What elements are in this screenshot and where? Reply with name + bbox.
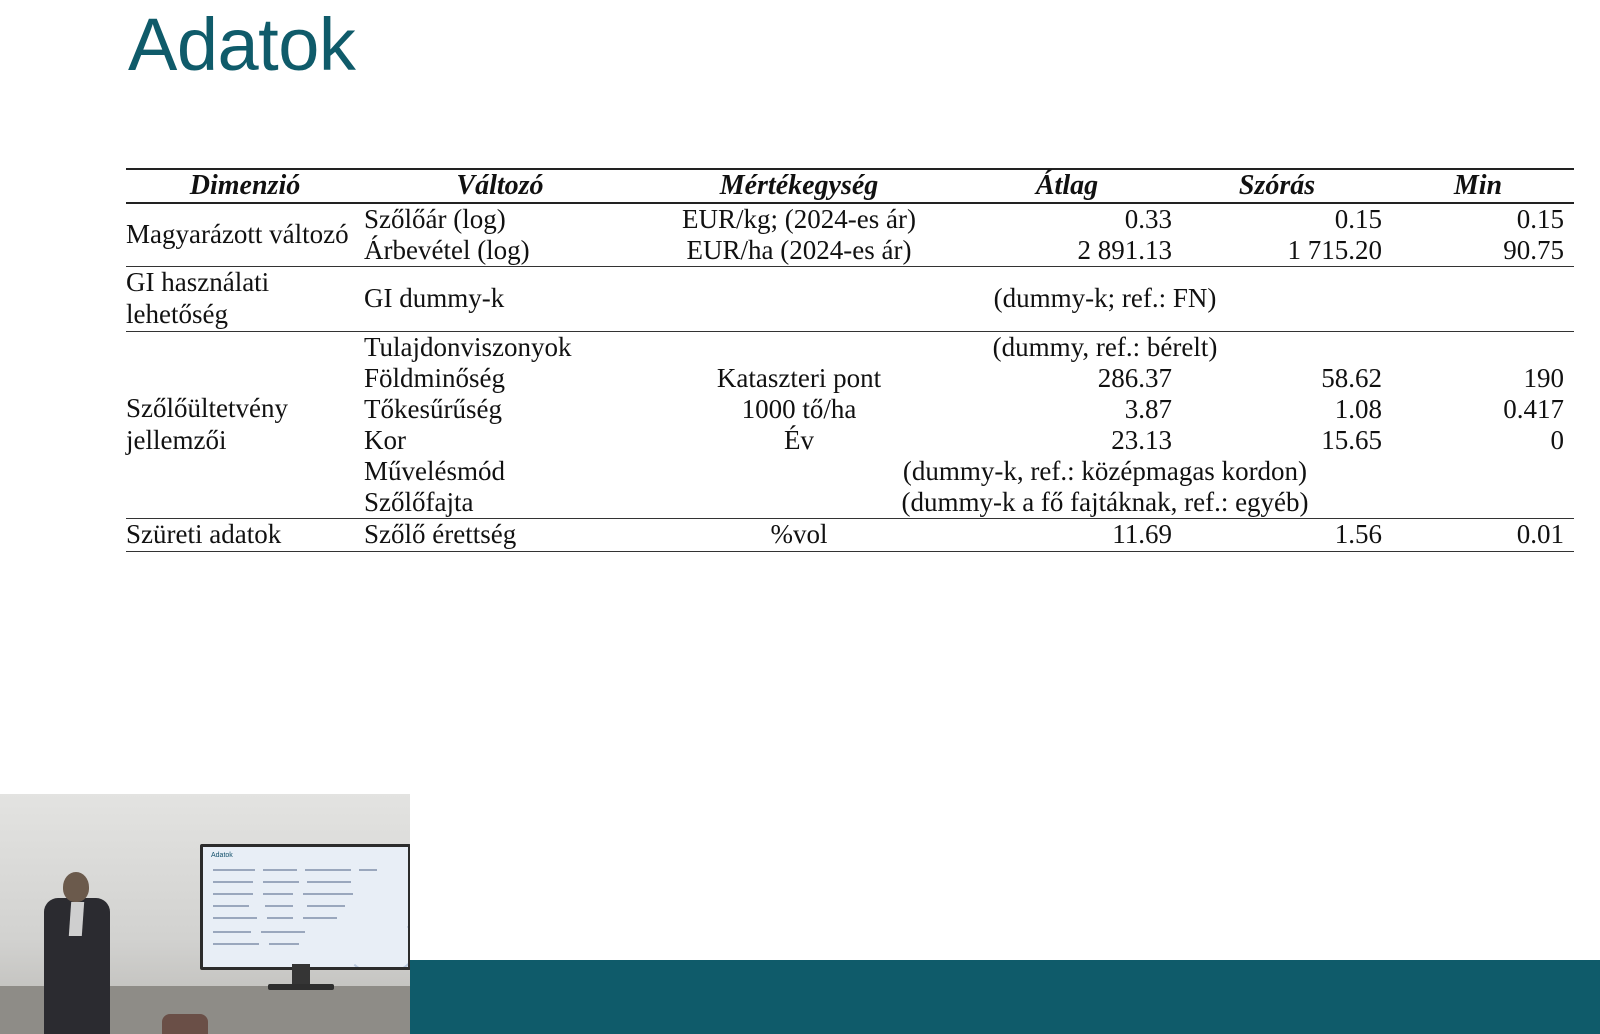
row-min-value: 0.15 (1516, 204, 1564, 234)
row-variable-label: Árbevétel (log) (364, 235, 530, 265)
row-sd-value: 0.15 (1334, 204, 1382, 234)
row-variable-label: GI dummy-k (364, 267, 636, 332)
screen-stand-base (268, 984, 334, 990)
table-row (126, 518, 1574, 551)
row-unit-label: Kataszteri pont (716, 362, 882, 393)
row-unit-label: EUR/ha (2024-es ár) (686, 235, 912, 265)
row-dimension-label: Magyarázott változó (126, 219, 349, 250)
row-note-value: (dummy-k, ref.: középmagas kordon) (902, 455, 1308, 486)
mini-text-line (263, 869, 297, 871)
row-variable-label: Tulajdonviszonyok (364, 331, 636, 363)
mini-text-line (213, 917, 257, 919)
mini-text-line (307, 881, 351, 883)
row-unit-label: 1000 tő/ha (741, 393, 857, 424)
mini-text-line (305, 869, 351, 871)
mini-text-line (213, 931, 251, 933)
mini-text-line (265, 905, 293, 907)
row-sd-value: 1.08 (1334, 393, 1382, 424)
row-min-value: 90.75 (1503, 235, 1564, 265)
mini-text-line (213, 881, 253, 883)
table-row (126, 267, 1574, 332)
mini-text-line (303, 893, 353, 895)
footer-accent-band (410, 960, 1600, 1034)
mini-text-line (213, 943, 259, 945)
column-header-atlag: Átlag (1035, 170, 1099, 201)
row-note-value: (dummy-k a fő fajtáknak, ref.: egyéb) (901, 486, 1309, 517)
screen-stand (292, 964, 310, 986)
row-note-value: (dummy, ref.: bérelt) (636, 331, 1574, 363)
page-title: Adatok (128, 3, 356, 86)
row-mean-value: 3.87 (1124, 393, 1172, 424)
mini-slide-title: Adatok (211, 852, 233, 859)
data-table-container (126, 168, 1574, 552)
mini-text-line (303, 917, 337, 919)
row-dimension-label: Szüreti adatok (126, 518, 364, 551)
column-header-szoras: Szórás (1238, 170, 1316, 201)
row-variable-label: Szőlőár (log) (364, 204, 506, 234)
mini-text-line (213, 869, 255, 871)
mini-text-line (359, 869, 377, 871)
presenter-head (63, 872, 89, 902)
row-variable-label: Tőkesűrűség (364, 393, 502, 424)
row-variable-label: Szőlőfajta (364, 486, 474, 517)
row-variable-label: Művelésmód (364, 455, 505, 486)
row-mean-value: 2 891.13 (1077, 235, 1172, 265)
mini-text-line (263, 881, 299, 883)
mini-text-line (263, 893, 293, 895)
row-unit-label: %vol (636, 518, 962, 551)
mini-text-line (213, 905, 249, 907)
table-row (126, 331, 1574, 363)
row-sd-value: 58.62 (1321, 362, 1382, 393)
table-header (126, 169, 1574, 203)
row-min-value: 190 (1523, 362, 1564, 393)
row-sd-value: 1.56 (1172, 518, 1382, 551)
row-variable-label: Földminőség (364, 362, 506, 393)
row-unit-label: Év (784, 424, 814, 455)
row-mean-value: 23.13 (1111, 424, 1172, 455)
presenter-shirt (69, 902, 84, 936)
statistics-table (126, 168, 1574, 552)
row-sd-value: 1 715.20 (1287, 235, 1382, 265)
row-min-value: 0 (1550, 424, 1564, 455)
row-mean-value: 286.37 (1097, 362, 1172, 393)
column-header-dimenzio: Dimenzió (189, 170, 301, 201)
row-min-value: 0.01 (1382, 518, 1574, 551)
row-variable-label: Kor (364, 424, 406, 455)
mini-text-line (261, 931, 305, 933)
table-row (126, 203, 1574, 235)
projection-screen (200, 844, 410, 970)
mini-text-line (269, 943, 299, 945)
decorative-wave (344, 916, 410, 970)
mini-text-line (213, 893, 253, 895)
row-unit-label: EUR/kg; (2024-es ár) (682, 204, 916, 234)
row-sd-value: 15.65 (1321, 424, 1382, 455)
column-header-min: Min (1453, 170, 1503, 201)
row-note-value: (dummy-k; ref.: FN) (636, 267, 1574, 332)
row-mean-value: 11.69 (962, 518, 1172, 551)
mini-text-line (267, 917, 293, 919)
stool (162, 1014, 208, 1034)
row-mean-value: 0.33 (1124, 204, 1172, 234)
row-dimension-label: GI használati lehetőség (126, 267, 364, 332)
column-header-valtozo: Változó (456, 170, 544, 201)
table-header-row (126, 169, 1574, 203)
row-min-value: 0.417 (1503, 393, 1564, 424)
column-header-mertekegyseg: Mértékegység (719, 170, 879, 201)
row-variable-label: Szőlő érettség (364, 518, 636, 551)
row-dimension-label: Szőlőültetvény jellemzői (126, 331, 364, 518)
mini-text-line (307, 905, 345, 907)
table-body (126, 203, 1574, 551)
presenter-video-overlay[interactable] (0, 794, 410, 1034)
